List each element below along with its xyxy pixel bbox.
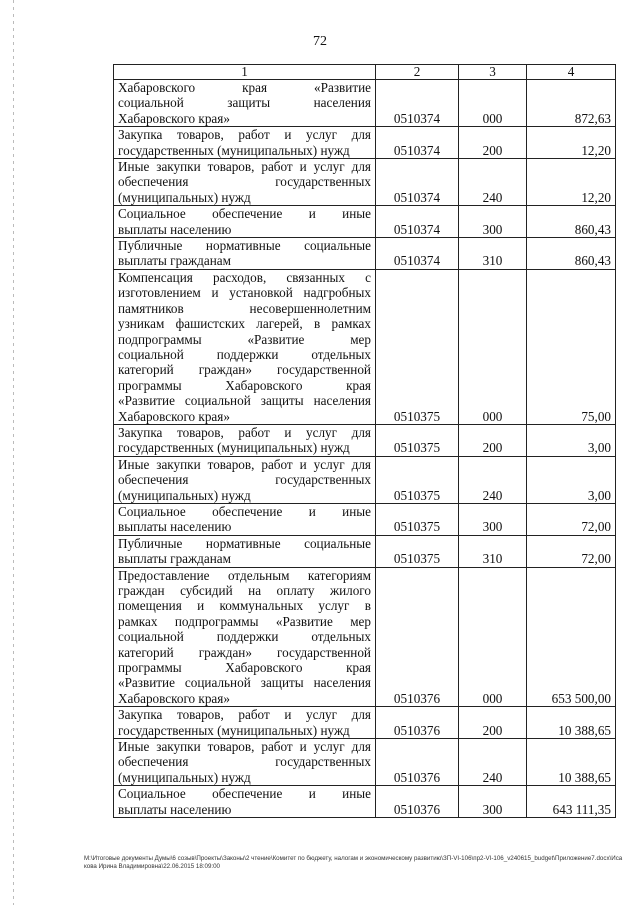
row-description [114,739,376,786]
description-line: программы Хабаровского края [118,377,371,393]
row-target-code: 0510374 [376,238,459,270]
description-line: социальной защиты населения [118,95,371,111]
row-expense-type: 300 [459,503,527,535]
description-last-line: (муниципальных) нужд [118,189,251,205]
description-line: Иные закупки товаров, работ и услуг для [118,456,371,472]
description-line: обеспечения государственных [118,754,371,770]
row-target-code: 0510375 [376,456,459,503]
description-last-line: Хабаровского края» [118,690,230,706]
row-amount: 72,00 [527,503,616,535]
row-expense-type: 310 [459,535,527,567]
row-amount: 860,43 [527,206,616,238]
row-target-code: 0510376 [376,707,459,739]
row-amount: 72,00 [527,535,616,567]
row-target-code: 0510375 [376,503,459,535]
description-line: программы Хабаровского края [118,660,371,676]
row-description [114,80,376,127]
row-target-code: 0510376 [376,567,459,707]
table-row [114,206,616,238]
row-expense-type: 200 [459,707,527,739]
table-row [114,159,616,206]
row-amount: 10 388,65 [527,739,616,786]
description-line: изготовлением и установкой надгробных [118,285,371,301]
row-expense-type: 310 [459,238,527,270]
description-line: категорий граждан» государственной [118,362,371,378]
table-row [114,456,616,503]
row-description [114,238,376,270]
row-target-code: 0510374 [376,159,459,206]
row-expense-type: 240 [459,739,527,786]
row-amount: 872,63 [527,80,616,127]
row-target-code: 0510375 [376,424,459,456]
row-expense-type: 240 [459,159,527,206]
row-amount: 860,43 [527,238,616,270]
row-target-code: 0510376 [376,786,459,818]
row-amount: 10 388,65 [527,707,616,739]
description-line: Публичные нормативные социальные [118,535,371,551]
description-line: Предоставление отдельным категориям [118,567,371,583]
row-target-code: 0510376 [376,739,459,786]
table-row [114,567,616,707]
row-description [114,206,376,238]
description-line: подпрограммы «Развитие мер [118,331,371,347]
description-line: Закупка товаров, работ и услуг для [118,707,371,723]
table-row [114,739,616,786]
table-body [114,80,616,818]
table-row [114,424,616,456]
description-last-line: государственных (муниципальных) нужд [118,142,350,158]
row-description [114,127,376,159]
row-expense-type: 000 [459,80,527,127]
row-description [114,786,376,818]
description-line: Иные закупки товаров, работ и услуг для [118,159,371,175]
row-amount: 653 500,00 [527,567,616,707]
description-last-line: государственных (муниципальных) нужд [118,722,350,738]
row-amount: 12,20 [527,127,616,159]
table-row [114,127,616,159]
row-expense-type: 000 [459,567,527,707]
table-row [114,80,616,127]
description-line: категорий граждан» государственной [118,644,371,660]
row-amount: 12,20 [527,159,616,206]
row-amount: 75,00 [527,269,616,424]
table-header-row [114,65,616,80]
row-amount: 3,00 [527,456,616,503]
row-target-code: 0510374 [376,127,459,159]
description-line: Публичные нормативные социальные [118,238,371,254]
row-expense-type: 300 [459,206,527,238]
row-expense-type: 240 [459,456,527,503]
row-description [114,424,376,456]
description-line: Закупка товаров, работ и услуг для [118,127,371,143]
description-last-line: выплаты населению [118,519,232,535]
description-last-line: выплаты гражданам [118,253,231,269]
table-row [114,503,616,535]
description-line: помещения и коммунальных услуг в [118,598,371,614]
page-number: 72 [313,34,327,49]
row-target-code: 0510375 [376,535,459,567]
row-target-code: 0510375 [376,269,459,424]
row-description [114,567,376,707]
table-row [114,707,616,739]
row-description [114,535,376,567]
description-last-line: (муниципальных) нужд [118,487,251,503]
description-line: Социальное обеспечение и иные [118,786,371,802]
row-target-code: 0510374 [376,80,459,127]
table-row [114,238,616,270]
scan-margin-line [13,0,14,905]
description-line: обеспечения государственных [118,472,371,488]
row-expense-type: 300 [459,786,527,818]
description-last-line: Хабаровского края» [118,110,230,126]
row-expense-type: 200 [459,127,527,159]
row-target-code: 0510374 [376,206,459,238]
row-amount: 643 111,35 [527,786,616,818]
header-col-4: 4 [527,65,616,80]
row-description [114,159,376,206]
description-line: Социальное обеспечение и иные [118,206,371,222]
table-row [114,269,616,424]
description-line: «Развитие социальной защиты населения [118,675,371,691]
description-last-line: Хабаровского края» [118,408,230,424]
description-line: Иные закупки товаров, работ и услуг для [118,739,371,755]
description-line: Социальное обеспечение и иные [118,503,371,519]
description-line: Компенсация расходов, связанных с [118,269,371,285]
description-last-line: (муниципальных) нужд [118,769,251,785]
description-last-line: выплаты населению [118,221,232,237]
row-amount: 3,00 [527,424,616,456]
header-col-2: 2 [376,65,459,80]
document-footer-path: M:\Итоговые документы Думы\6 созыв\Проекты\Законы\2 чтение\Комитет по бюджету, налогам и экономическому развитию\ЗП-VI-106\пр2-VI-106_v240615_budget\Приложение7.docx\Исакова Ирина Владимировна\22.06.2015 18:09:00 [84,855,623,870]
description-line: памятников несовершеннолетним [118,300,371,316]
description-line: обеспечения государственных [118,174,371,190]
description-line: социальной поддержки отдельных [118,629,371,645]
row-description [114,456,376,503]
description-line: рамках подпрограммы «Развитие мер [118,613,371,629]
description-last-line: выплаты гражданам [118,551,231,567]
description-line: граждан субсидий на оплату жилого [118,583,371,598]
budget-table [113,64,616,818]
header-col-1: 1 [114,65,376,80]
description-line: Хабаровского края «Развитие [118,80,371,95]
row-expense-type: 200 [459,424,527,456]
description-last-line: государственных (муниципальных) нужд [118,440,350,456]
description-line: социальной поддержки отдельных [118,346,371,362]
description-last-line: выплаты населению [118,801,232,817]
header-col-3: 3 [459,65,527,80]
table-row [114,535,616,567]
row-description [114,503,376,535]
description-line: «Развитие социальной защиты населения [118,393,371,409]
table-row [114,786,616,818]
row-description [114,707,376,739]
description-line: Закупка товаров, работ и услуг для [118,424,371,440]
row-expense-type: 000 [459,269,527,424]
description-line: узникам фашистских лагерей, в рамках [118,316,371,332]
row-description [114,269,376,424]
